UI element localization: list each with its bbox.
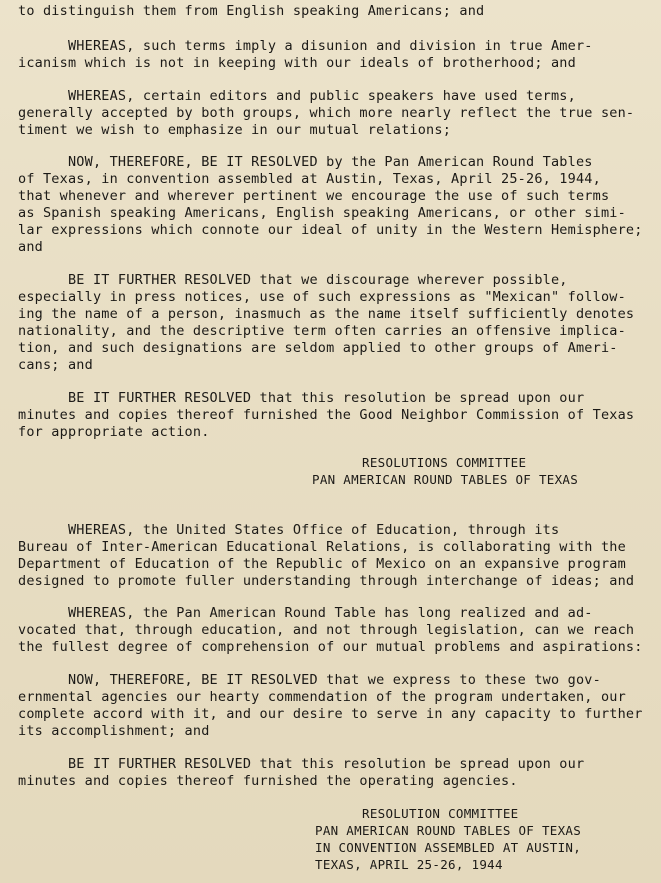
- signature-line: RESOLUTIONS COMMITTEE: [362, 455, 527, 470]
- text-line: complete accord with it, and our desire to serve in any capacity to further: [18, 706, 643, 722]
- text-line: especially in press notices, use of such expressions as "Mexican" follow-: [18, 289, 626, 305]
- text-line: WHEREAS, the United States Office of Education, through its: [18, 522, 560, 538]
- text-line: vocated that, through education, and not through legislation, can we reach: [18, 622, 635, 638]
- text-line: its accomplishment; and: [18, 723, 210, 739]
- signature-line: IN CONVENTION ASSEMBLED AT AUSTIN,: [315, 840, 582, 855]
- text-line: generally accepted by both groups, which more nearly reflect the true sen-: [18, 105, 635, 121]
- text-line: WHEREAS, such terms imply a disunion and division in true Amer-: [18, 38, 593, 54]
- text-line: tion, and such designations are seldom applied to other groups of Ameri-: [18, 340, 618, 356]
- signature-line: PAN AMERICAN ROUND TABLES OF TEXAS: [315, 823, 582, 838]
- text-line: BE IT FURTHER RESOLVED that this resolution be spread upon our: [18, 390, 585, 406]
- text-line: that whenever and wherever pertinent we encourage the use of such terms: [18, 188, 610, 204]
- text-line: ing the name of a person, inasmuch as the name itself sufficiently denotes: [18, 306, 635, 322]
- text-line: cans; and: [18, 357, 93, 373]
- text-line: WHEREAS, the Pan American Round Table has long realized and ad-: [18, 605, 593, 621]
- text-line: BE IT FURTHER RESOLVED that we discourage wherever possible,: [18, 272, 568, 288]
- text-line: the fullest degree of comprehension of our mutual problems and aspirations:: [18, 639, 643, 655]
- text-line: designed to promote fuller understanding through interchange of ideas; and: [18, 573, 635, 589]
- text-line: WHEREAS, certain editors and public speakers have used terms,: [18, 88, 576, 104]
- text-line: Bureau of Inter-American Educational Relations, is collaborating with the: [18, 539, 626, 555]
- text-line: nationality, and the descriptive term often carries an offensive implica-: [18, 323, 626, 339]
- signature-line: TEXAS, APRIL 25-26, 1944: [315, 857, 503, 872]
- text-line: timent we wish to emphasize in our mutual relations;: [18, 122, 452, 138]
- text-line: ernmental agencies our hearty commendation of the program undertaken, our: [18, 689, 626, 705]
- text-line: and: [18, 239, 43, 255]
- text-line: Department of Education of the Republic of Mexico on an expansive program: [18, 556, 626, 572]
- text-line: minutes and copies thereof furnished the operating agencies.: [18, 773, 518, 789]
- text-line: BE IT FURTHER RESOLVED that this resolution be spread upon our: [18, 756, 585, 772]
- signature-line: PAN AMERICAN ROUND TABLES OF TEXAS: [312, 472, 579, 487]
- text-line: minutes and copies thereof furnished the Good Neighbor Commission of Texas: [18, 407, 635, 423]
- text-line: of Texas, in convention assembled at Austin, Texas, April 25-26, 1944,: [18, 171, 601, 187]
- signature-line: RESOLUTION COMMITTEE: [362, 806, 519, 821]
- text-line: to distinguish them from English speaking Americans; and: [18, 3, 485, 19]
- text-line: for appropriate action.: [18, 424, 210, 440]
- text-line: icanism which is not in keeping with our ideals of brotherhood; and: [18, 55, 576, 71]
- text-line: NOW, THEREFORE, BE IT RESOLVED by the Pan American Round Tables: [18, 154, 593, 170]
- text-line: NOW, THEREFORE, BE IT RESOLVED that we express to these two gov-: [18, 672, 601, 688]
- text-line: as Spanish speaking Americans, English speaking Americans, or other simi-: [18, 205, 626, 221]
- text-line: lar expressions which connote our ideal of unity in the Western Hemisphere;: [18, 222, 643, 238]
